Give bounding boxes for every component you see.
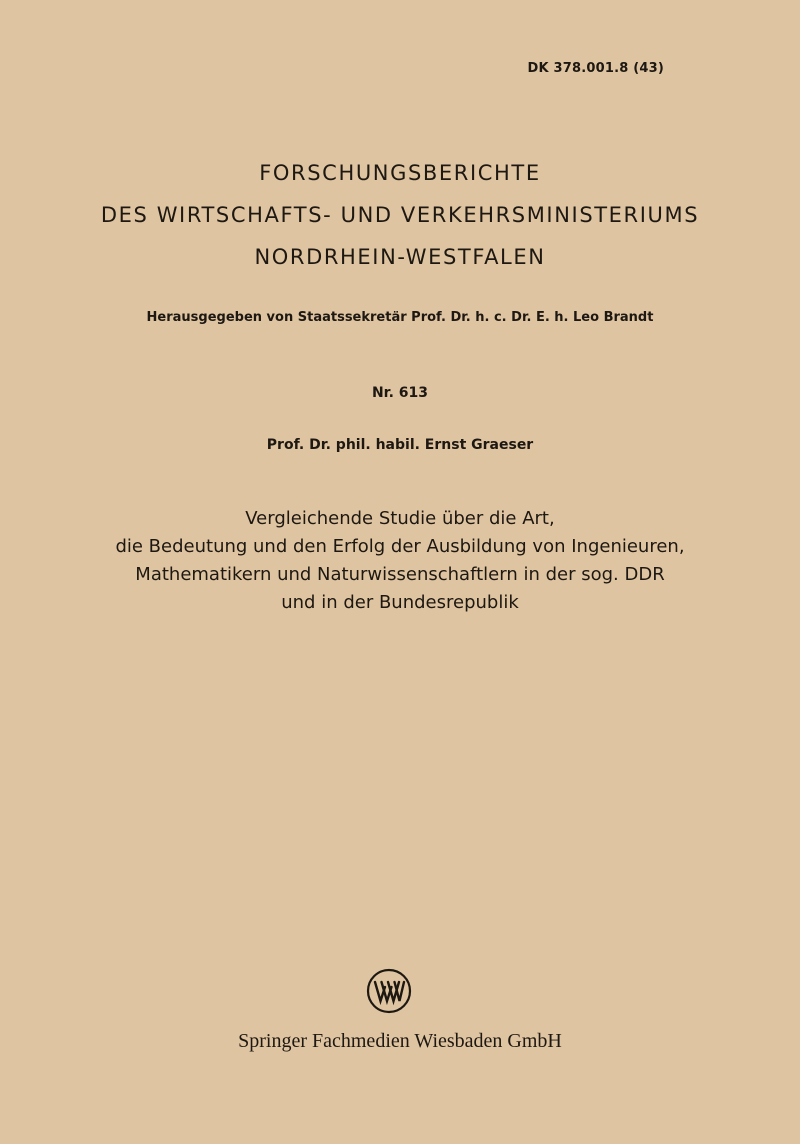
editor-line: Herausgegeben von Staatssekretär Prof. Dr. h. c. Dr. E. h. Leo Brandt (146, 310, 654, 325)
book-title-line-4: und in der Bundesrepublik (281, 592, 519, 613)
author-name: Prof. Dr. phil. habil. Ernst Graeser (266, 437, 534, 453)
classification-code: DK 378.001.8 (43) (527, 61, 664, 76)
series-title (0, 152, 800, 278)
publisher-name: Springer Fachmedien Wiesbaden GmbH (238, 1030, 562, 1052)
springer-w-logo-icon (366, 968, 412, 1014)
book-title-line-2: die Bedeutung und den Erfolg der Ausbildung von Ingenieuren, (115, 536, 685, 557)
book-title (0, 505, 800, 617)
book-title-line-1: Vergleichende Studie über die Art, (245, 508, 555, 529)
book-title-line-3: Mathematikern und Naturwissenschaftlern in der sog. DDR (135, 564, 665, 585)
series-title-line-1: FORSCHUNGSBERICHTE (259, 161, 541, 185)
volume-number: Nr. 613 (371, 385, 429, 401)
series-title-line-2: DES WIRTSCHAFTS- UND VERKEHRSMINISTERIUMS (100, 203, 700, 227)
series-title-line-3: NORDRHEIN-WESTFALEN (254, 245, 546, 269)
